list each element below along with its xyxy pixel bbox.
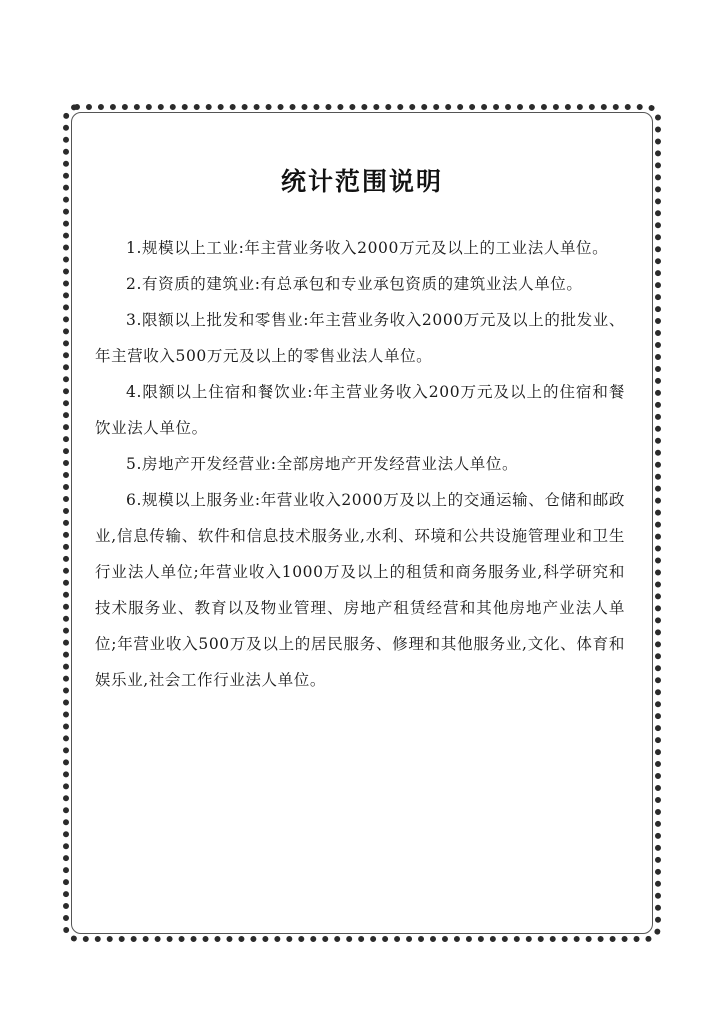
page-title: 统计范围说明 <box>280 167 443 196</box>
paragraph-services: 6.规模以上服务业:年营业收入2000万及以上的交通运输、仓储和邮政业,信息传输、软件和信息技术服务业,水利、环境和公共设施管理业和卫生行业法人单位;年营业收入1000万及以上的租赁和商务服务业,科学研究和技术服务业、教育以及物业管理、房地产租赁经营和其他房地产业法人单位;年营业收入500万及以上的居民服务、修理和其他服务业,文化、体育和娱乐业,社会工作行业法人单位。 <box>95 491 625 689</box>
paragraph-accommodation-catering: 4.限额以上住宿和餐饮业:年主营业务收入200万元及以上的住宿和餐饮业法人单位。 <box>95 383 625 437</box>
paragraph-wholesale-retail: 3.限额以上批发和零售业:年主营业务收入2000万元及以上的批发业、年主营收入500万元及以上的零售业法人单位。 <box>95 311 625 365</box>
paragraph-construction: 2.有资质的建筑业:有总承包和专业承包资质的建筑业法人单位。 <box>126 275 583 293</box>
paragraph-real-estate: 5.房地产开发经营业:全部房地产开发经营业法人单位。 <box>126 455 519 473</box>
document-body <box>95 230 625 698</box>
paragraph-industry: 1.规模以上工业:年主营业务收入2000万元及以上的工业法人单位。 <box>126 239 609 257</box>
